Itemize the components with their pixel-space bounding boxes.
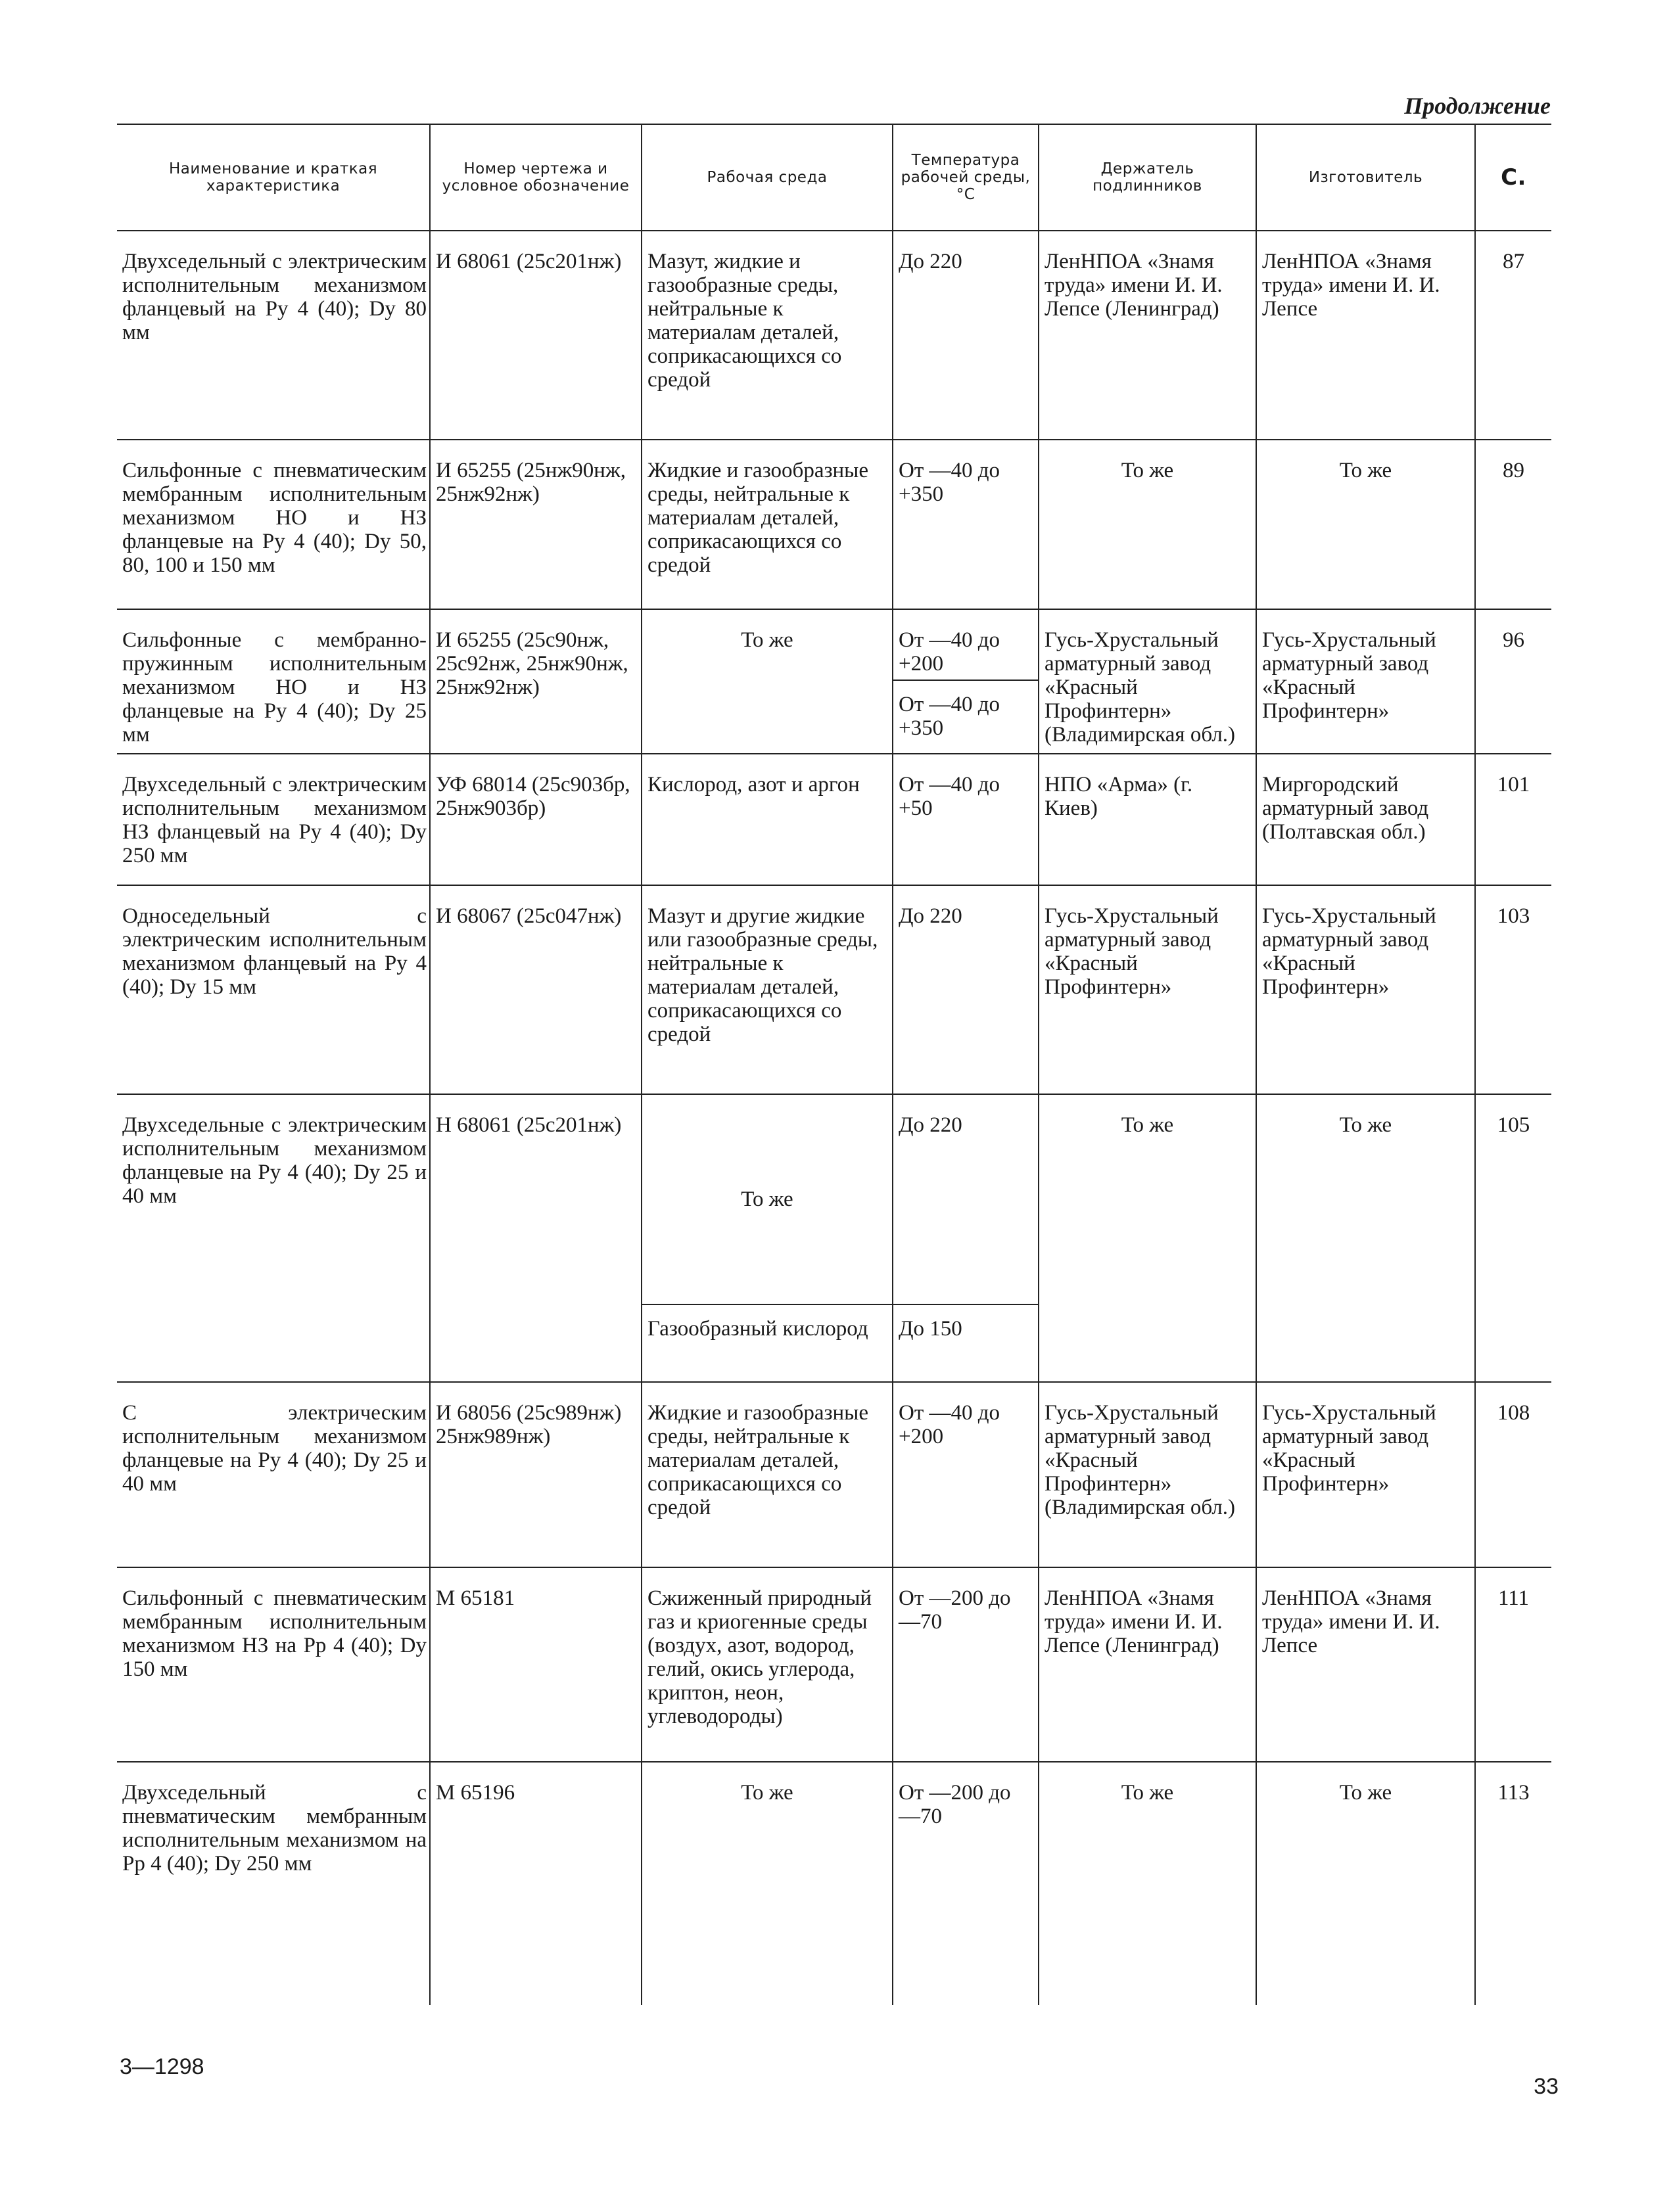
row-manufacturer: Гусь-Хрустальный арматурный завод «Красный Профинтерн» xyxy=(1256,609,1475,754)
row-temperature-a: От —40 до +200 xyxy=(893,609,1039,680)
row-number: М 65196 xyxy=(430,1762,642,2005)
row-name: Односедельный с электрическим исполнительным механизмом фланцевый на Pу 4 (40); Dу 15 мм xyxy=(117,885,430,1094)
table-row xyxy=(117,231,1551,440)
header-environment: Рабочая среда xyxy=(642,124,893,231)
row-number: И 68056 (25с989нж) 25нж989нж) xyxy=(430,1382,642,1567)
row-holder: НПО «Арма» (г. Киев) xyxy=(1039,754,1256,885)
row-environment-b: Газообразный кислород xyxy=(642,1304,893,1382)
row-number: И 68067 (25с047нж) xyxy=(430,885,642,1094)
row-manufacturer: Гусь-Хрустальный арматурный завод «Красный Профинтерн» xyxy=(1256,1382,1475,1567)
row-holder: Гусь-Хрустальный арматурный завод «Красный Профинтерн» (Владимирская обл.) xyxy=(1039,609,1256,754)
row-name: Двухседельный с электрическим исполнительным механизмом НЗ фланцевый на Pу 4 (40); Dу 250 мм xyxy=(117,754,430,885)
row-holder: ЛенНПОА «Знамя труда» имени И. И. Лепсе (Ленинград) xyxy=(1039,1567,1256,1762)
row-page: 87 xyxy=(1475,231,1551,440)
row-environment: Жидкие и газообразные среды, нейтральные к материалам деталей, соприкасающихся со средой xyxy=(642,1382,893,1567)
header-number: Номер чертежа и условное обозначение xyxy=(430,124,642,231)
table-row xyxy=(117,754,1551,885)
row-holder: То же xyxy=(1039,440,1256,609)
row-temperature-b: От —40 до +350 xyxy=(893,680,1039,754)
row-page: 89 xyxy=(1475,440,1551,609)
row-page: 108 xyxy=(1475,1382,1551,1567)
row-page: 111 xyxy=(1475,1567,1551,1762)
row-environment: Мазут и другие жидкие или газообразные среды, нейтральные к материалам деталей, соприкасающихся со средой xyxy=(642,885,893,1094)
row-number: И 68061 (25с201нж) xyxy=(430,231,642,440)
row-number: М 65181 xyxy=(430,1567,642,1762)
row-name: Сильфонные с мембранно-пружинным исполнительным механизмом НО и НЗ фланцевые на Pу 4 (40); Dу 25 мм xyxy=(117,609,430,754)
row-temperature: От —40 до +350 xyxy=(893,440,1039,609)
table-row xyxy=(117,609,1551,680)
row-manufacturer: Гусь-Хрустальный арматурный завод «Красный Профинтерн» xyxy=(1256,885,1475,1094)
row-page: 103 xyxy=(1475,885,1551,1094)
row-number: И 65255 (25нж90нж, 25нж92нж) xyxy=(430,440,642,609)
row-temperature: От —40 до +200 xyxy=(893,1382,1039,1567)
row-name: Сильфонный с пневматическим мембранным исполнительным механизмом НЗ на Pр 4 (40); Dу 150 мм xyxy=(117,1567,430,1762)
row-holder: То же xyxy=(1039,1094,1256,1382)
header-temperature: Температура рабочей среды, °С xyxy=(893,124,1039,231)
row-number: И 65255 (25с90нж, 25с92нж, 25нж90нж, 25нж92нж) xyxy=(430,609,642,754)
row-temperature: До 220 xyxy=(893,885,1039,1094)
row-environment-a: То же xyxy=(642,1094,893,1304)
row-temperature-b: До 150 xyxy=(893,1304,1039,1382)
row-holder: Гусь-Хрустальный арматурный завод «Красный Профинтерн» xyxy=(1039,885,1256,1094)
row-number: УФ 68014 (25с903бр, 25нж903бр) xyxy=(430,754,642,885)
row-manufacturer: То же xyxy=(1256,1094,1475,1382)
row-page: 101 xyxy=(1475,754,1551,885)
row-holder: То же xyxy=(1039,1762,1256,2005)
row-holder: Гусь-Хрустальный арматурный завод «Красный Профинтерн» (Владимирская обл.) xyxy=(1039,1382,1256,1567)
row-environment: Сжиженный природный газ и криогенные среды (воздух, азот, водород, гелий, окись углерода, криптон, неон, углеводороды) xyxy=(642,1567,893,1762)
row-page: 105 xyxy=(1475,1094,1551,1382)
row-manufacturer: ЛенНПОА «Знамя труда» имени И. И. Лепсе xyxy=(1256,1567,1475,1762)
header-holder: Держатель подлинников xyxy=(1039,124,1256,231)
row-environment: Жидкие и газообразные среды, нейтральные к материалам деталей, соприкасающихся со средой xyxy=(642,440,893,609)
footer-print-code: 3—1298 xyxy=(120,2054,204,2079)
table-row xyxy=(117,1382,1551,1567)
row-name: Двухседельный с электрическим исполнительным механизмом фланцевый на Pу 4 (40); Dу 80 мм xyxy=(117,231,430,440)
row-holder: ЛенНПОА «Знамя труда» имени И. И. Лепсе (Ленинград) xyxy=(1039,231,1256,440)
row-manufacturer: Миргородский арматурный завод (Полтавская обл.) xyxy=(1256,754,1475,885)
row-name: С электрическим исполнительным механизмом фланцевые на Pу 4 (40); Dу 25 и 40 мм xyxy=(117,1382,430,1567)
row-environment: То же xyxy=(642,609,893,754)
row-temperature-a: До 220 xyxy=(893,1094,1039,1304)
row-manufacturer: ЛенНПОА «Знамя труда» имени И. И. Лепсе xyxy=(1256,231,1475,440)
row-manufacturer: То же xyxy=(1256,440,1475,609)
row-name: Двухседельный с пневматическим мембранным исполнительным механизмом на Pр 4 (40); Dу 250 мм xyxy=(117,1762,430,2005)
table-row xyxy=(117,1094,1551,1304)
row-temperature: От —200 до —70 xyxy=(893,1762,1039,2005)
row-environment: Мазут, жидкие и газообразные среды, нейтральные к материалам деталей, соприкасающихся со средой xyxy=(642,231,893,440)
table-row xyxy=(117,885,1551,1094)
row-name: Сильфонные с пневматическим мембранным исполнительным механизмом НО и НЗ фланцевые на Pу 4 (40); Dу 50, 80, 100 и 150 мм xyxy=(117,440,430,609)
header-page: С. xyxy=(1475,124,1551,231)
row-environment: То же xyxy=(642,1762,893,2005)
row-temperature: До 220 xyxy=(893,231,1039,440)
header-manufacturer: Изготовитель xyxy=(1256,124,1475,231)
valve-table xyxy=(117,124,1551,2005)
row-temperature: От —200 до —70 xyxy=(893,1567,1039,1762)
row-name: Двухседельные с электрическим исполнительным механизмом фланцевые на Pу 4 (40); Dу 25 и 40 мм xyxy=(117,1094,430,1382)
table-row xyxy=(117,1567,1551,1762)
row-page: 113 xyxy=(1475,1762,1551,2005)
row-page: 96 xyxy=(1475,609,1551,754)
row-manufacturer: То же xyxy=(1256,1762,1475,2005)
row-number: Н 68061 (25с201нж) xyxy=(430,1094,642,1382)
table-row xyxy=(117,440,1551,609)
table-header-row xyxy=(117,124,1551,231)
row-environment: Кислород, азот и аргон xyxy=(642,754,893,885)
row-temperature: От —40 до +50 xyxy=(893,754,1039,885)
page-number: 33 xyxy=(1534,2074,1559,2099)
continuation-label: Продолжение xyxy=(1404,93,1551,119)
table-row xyxy=(117,1762,1551,2005)
header-name: Наименование и краткая характеристика xyxy=(117,124,430,231)
